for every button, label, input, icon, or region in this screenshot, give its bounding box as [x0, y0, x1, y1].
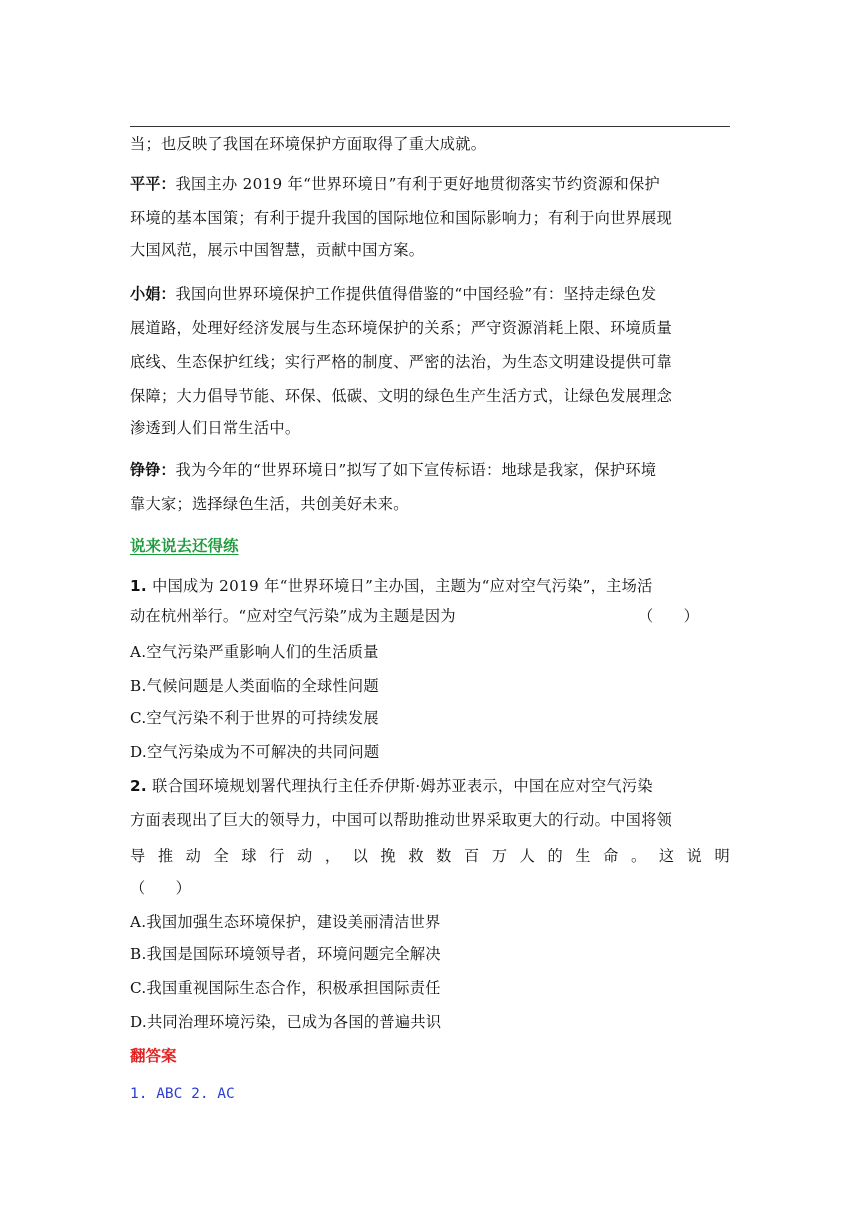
- document-page: [130, 0, 730, 1216]
- answer-key: 1. ABC 2. AC: [130, 1086, 235, 1102]
- q1-stem-line-1: 1. 中国成为 2019 年“世界环境日”主办国，主题为“应对空气污染”，主场活: [130, 577, 653, 595]
- p2-line-5: 渗透到人们日常生活中。: [130, 419, 301, 437]
- q1-option-d: D.空气污染成为不可解决的共同问题: [130, 743, 380, 761]
- p1-line-2: 环境的基本国策；有利于提升我国的国际地位和国际影响力；有利于向世界展现: [130, 209, 673, 227]
- p3-line-1: 铮铮：我为今年的“世界环境日”拟写了如下宣传标语：地球是我家，保护环境: [130, 461, 657, 479]
- speaker-zhengzheng: 铮铮：: [130, 461, 176, 479]
- p1-line-3: 大国风范，展示中国智慧，贡献中国方案。: [130, 241, 425, 259]
- q1-number: 1.: [130, 577, 147, 595]
- q2-stem-line-3: 导推动全球行动，以挽救数百万人的生命。这说明: [130, 847, 730, 865]
- header-rule: [130, 126, 730, 127]
- continuation-line: 当；也反映了我国在环境保护方面取得了重大成就。: [130, 135, 487, 153]
- practice-section-title: 说来说去还得练: [130, 537, 239, 555]
- q2-option-d: D.共同治理环境污染，已成为各国的普遍共识: [130, 1013, 442, 1031]
- q1-option-a: A.空气污染严重影响人们的生活质量: [130, 643, 379, 661]
- p3-line-2: 靠大家；选择绿色生活，共创美好未来。: [130, 495, 409, 513]
- q2-stem-line-1: 2. 联合国环境规划署代理执行主任乔伊斯·姆苏亚表示，中国在应对空气污染: [130, 777, 653, 795]
- p2-line-3: 底线、生态保护红线；实行严格的制度、严密的法治，为生态文明建设提供可靠: [130, 353, 673, 371]
- p2-line-1: 小娟：我国向世界环境保护工作提供值得借鉴的“中国经验”有：坚持走绿色发: [130, 285, 657, 303]
- p2-line-2: 展道路，处理好经济发展与生态环境保护的关系；严守资源消耗上限、环境质量: [130, 319, 673, 337]
- q2-option-c: C.我国重视国际生态合作，积极承担国际责任: [130, 979, 441, 997]
- q1-answer-blank: （ ）: [638, 607, 699, 625]
- p1-line-1: 平平：我国主办 2019 年“世界环境日”有利于更好地贯彻落实节约资源和保护: [130, 175, 660, 193]
- q2-answer-blank: （ ）: [130, 879, 191, 897]
- speaker-pingping: 平平：: [130, 175, 176, 193]
- answer-section-title: 翻答案: [130, 1047, 177, 1065]
- p2-line-4: 保障；大力倡导节能、环保、低碳、文明的绿色生产生活方式，让绿色发展理念: [130, 387, 673, 405]
- q1-option-c: C.空气污染不利于世界的可持续发展: [130, 709, 379, 727]
- q1-option-b: B.气候问题是人类面临的全球性问题: [130, 677, 379, 695]
- speaker-xiaojuan: 小娟：: [130, 285, 176, 303]
- q1-stem-line-2: 动在杭州举行。“应对空气污染”成为主题是因为: [130, 607, 456, 625]
- q2-stem-line-2: 方面表现出了巨大的领导力，中国可以帮助推动世界采取更大的行动。中国将领: [130, 811, 673, 829]
- q2-option-b: B.我国是国际环境领导者，环境问题完全解决: [130, 945, 441, 963]
- q2-option-a: A.我国加强生态环境保护，建设美丽清洁世界: [130, 913, 441, 931]
- q2-number: 2.: [130, 777, 147, 795]
